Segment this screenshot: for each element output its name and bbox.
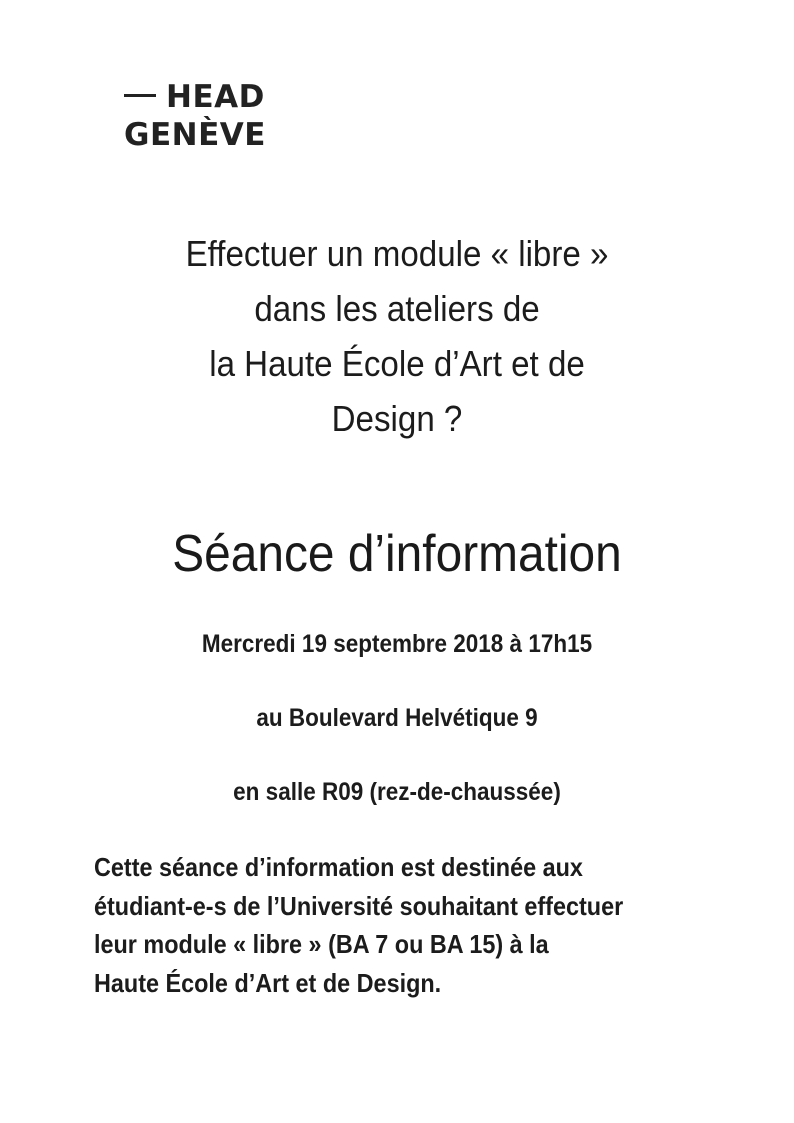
head-geneve-logo (124, 78, 266, 154)
headline-line-2: dans les ateliers de (254, 288, 540, 329)
description-line-3: leur module « libre » (BA 7 ou BA 15) à la (94, 929, 549, 959)
headline-line-1: Effectuer un module « libre » (185, 233, 609, 274)
logo-text-geneve: GENÈVE (124, 117, 266, 153)
session-title: Séance d’information (172, 525, 622, 583)
logo-dash-icon (124, 94, 156, 97)
description-paragraph (94, 848, 670, 1002)
headline-line-3: la Haute École d’Art et de (209, 343, 585, 384)
logo-line-1 (124, 78, 266, 116)
description-line-1: Cette séance d’information est destinée aux (94, 852, 583, 882)
event-room: en salle R09 (rez-de-chaussée) (233, 778, 561, 806)
description-line-4: Haute École d’Art et de Design. (94, 967, 442, 998)
event-date: Mercredi 19 septembre 2018 à 17h15 (201, 630, 593, 658)
event-address: au Boulevard Helvétique 9 (256, 704, 538, 732)
logo-text-head: HEAD (166, 79, 265, 115)
headline-line-4: Design ? (331, 398, 463, 439)
description-line-2: étudiant-e-s de l’Université souhaitant effectuer (94, 890, 624, 921)
headline (124, 226, 670, 446)
